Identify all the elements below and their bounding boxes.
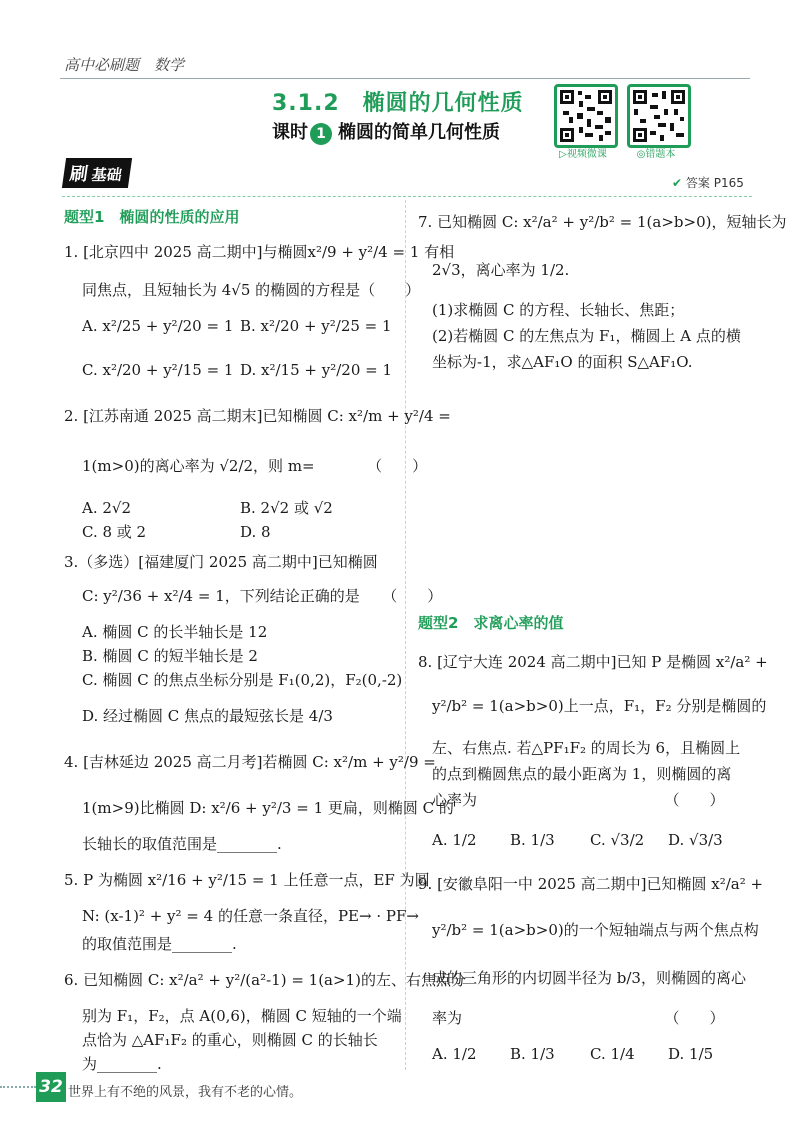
lesson-number: 1 — [310, 123, 332, 145]
q6-line3: 点恰为 △AF₁F₂ 的重心，则椭圆 C 的长轴长 — [82, 1031, 378, 1049]
q2-line2: 1(m>0)的离心率为 √2/2，则 m= （ ） — [82, 457, 428, 475]
q2-option-c: C. 8 或 2 — [82, 523, 147, 541]
q1-line2: 同焦点，且短轴长为 4√5 的椭圆的方程是（ ） — [82, 281, 421, 299]
q1-option-d: D. x²/15 + y²/20 = 1 — [240, 361, 393, 379]
q9-line1: 9. [安徽阜阳一中 2025 高二期中]已知椭圆 x²/a² + — [418, 875, 764, 893]
q8-option-a: A. 1/2 — [432, 831, 477, 849]
q4-line1: 4. [吉林延边 2025 高二月考]若椭圆 C: x²/m + y²/9 = — [64, 753, 436, 771]
answer-ref-text: 答案 P165 — [685, 176, 744, 190]
q6-line1: 6. 已知椭圆 C: x²/a² + y²/(a²-1) = 1(a>1)的左、右焦点分 — [64, 971, 466, 989]
footer-dots — [0, 1086, 36, 1088]
header-rule — [60, 78, 750, 79]
q3-option-c: C. 椭圆 C 的焦点坐标分别是 F₁(0,2)，F₂(0,-2) — [82, 671, 403, 689]
q9-line3: 成的三角形的内切圆半径为 b/3，则椭圆的离心 — [432, 969, 746, 987]
q1-option-b: B. x²/20 + y²/25 = 1 — [240, 317, 392, 335]
q8-option-c: C. √3/2 — [590, 831, 645, 849]
q6-line4: 为________. — [82, 1055, 162, 1073]
section-title: 3.1.2 椭圆的几何性质 — [272, 91, 524, 116]
q3-option-d: D. 经过椭圆 C 焦点的最短弦长是 4/3 — [82, 707, 333, 725]
q1-option-c: C. x²/20 + y²/15 = 1 — [82, 361, 234, 379]
error-book-qr-code[interactable] — [627, 84, 691, 148]
q2-option-b: B. 2√2 或 √2 — [240, 499, 333, 517]
q3-option-b: B. 椭圆 C 的短半轴长是 2 — [82, 647, 258, 665]
q3-line2: C: y²/36 + x²/4 = 1，下列结论正确的是 （ ） — [82, 587, 443, 605]
page-number: 32 — [36, 1072, 66, 1102]
q5-line2: N: (x-1)² + y² = 4 的任意一条直径，PE→ · PF→ — [82, 907, 419, 925]
lesson-title — [272, 118, 500, 145]
q9-option-c: C. 1/4 — [590, 1045, 635, 1063]
q1-option-a: A. x²/25 + y²/20 = 1 — [82, 317, 234, 335]
q7-part2-line2: 坐标为-1，求△AF₁O 的面积 S△AF₁O. — [432, 353, 693, 371]
answer-reference[interactable] — [672, 174, 744, 191]
q5-line1: 5. P 为椭圆 x²/16 + y²/15 = 1 上任意一点，EF 为圆 — [64, 871, 430, 889]
q2-option-d: D. 8 — [240, 523, 271, 541]
q2-option-a: A. 2√2 — [82, 499, 132, 517]
lesson-name: 椭圆的简单几何性质 — [338, 122, 500, 143]
badge-divider — [62, 196, 752, 197]
q4-line3: 长轴长的取值范围是________. — [82, 835, 282, 853]
q8-line3: 左、右焦点. 若△PF₁F₂ 的周长为 6，且椭圆上 — [432, 739, 741, 757]
q3-option-a: A. 椭圆 C 的长半轴长是 12 — [82, 623, 268, 641]
basics-badge — [62, 158, 132, 188]
q8-line2: y²/b² = 1(a>b>0)上一点，F₁，F₂ 分别是椭圆的 — [432, 697, 767, 715]
q9-option-b: B. 1/3 — [510, 1045, 555, 1063]
error-book-qr-label[interactable]: ◎错题本 — [636, 149, 676, 160]
q8-line1: 8. [辽宁大连 2024 高二期中]已知 P 是椭圆 x²/a² + — [418, 653, 768, 671]
q6-line2: 别为 F₁，F₂，点 A(0,6)，椭圆 C 短轴的一个端 — [82, 1007, 402, 1025]
q7-part1: (1)求椭圆 C 的方程、长轴长、焦距； — [432, 301, 685, 319]
q2-line1: 2. [江苏南通 2025 高二期末]已知椭圆 C: x²/m + y²/4 = — [64, 407, 451, 425]
q8-line4: 的点到椭圆焦点的最小距离为 1，则椭圆的离 — [432, 765, 732, 783]
video-qr-code[interactable] — [554, 84, 618, 148]
q7-line1: 7. 已知椭圆 C: x²/a² + y²/b² = 1(a>b>0)，短轴长为 — [418, 213, 787, 231]
type1-heading: 题型1 椭圆的性质的应用 — [64, 208, 240, 226]
badge-sub: 基础 — [90, 166, 123, 184]
q5-line3: 的取值范围是________. — [82, 935, 237, 953]
book-header: 高中必刷题 数学 — [64, 56, 185, 74]
badge-main: 刷 — [68, 164, 90, 185]
video-qr-label[interactable]: ▷视频微课 — [559, 149, 607, 160]
q7-line2: 2√3，离心率为 1/2. — [432, 261, 570, 279]
lesson-prefix: 课时 — [272, 122, 308, 143]
q9-option-d: D. 1/5 — [668, 1045, 714, 1063]
q3-line1: 3.（多选）[福建厦门 2025 高二期中]已知椭圆 — [64, 553, 378, 571]
q9-line4: 率为 （ ） — [432, 1009, 725, 1027]
footer-motto: 世界上有不绝的风景，我有不老的心情。 — [68, 1085, 303, 1100]
check-icon: ✔ — [672, 176, 683, 190]
column-divider — [405, 200, 406, 1070]
q8-option-d: D. √3/3 — [668, 831, 723, 849]
q4-line2: 1(m>9)比椭圆 D: x²/6 + y²/3 = 1 更扁，则椭圆 C 的 — [82, 799, 454, 817]
q9-option-a: A. 1/2 — [432, 1045, 477, 1063]
q8-line5: 心率为 （ ） — [432, 791, 725, 809]
q7-part2-line1: (2)若椭圆 C 的左焦点为 F₁，椭圆上 A 点的横 — [432, 327, 741, 345]
type2-heading: 题型2 求离心率的值 — [418, 614, 564, 632]
q9-line2: y²/b² = 1(a>b>0)的一个短轴端点与两个焦点构 — [432, 921, 759, 939]
q1-line1: 1. [北京四中 2025 高二期中]与椭圆x²/9 + y²/4 = 1 有相 — [64, 243, 455, 261]
q8-option-b: B. 1/3 — [510, 831, 555, 849]
